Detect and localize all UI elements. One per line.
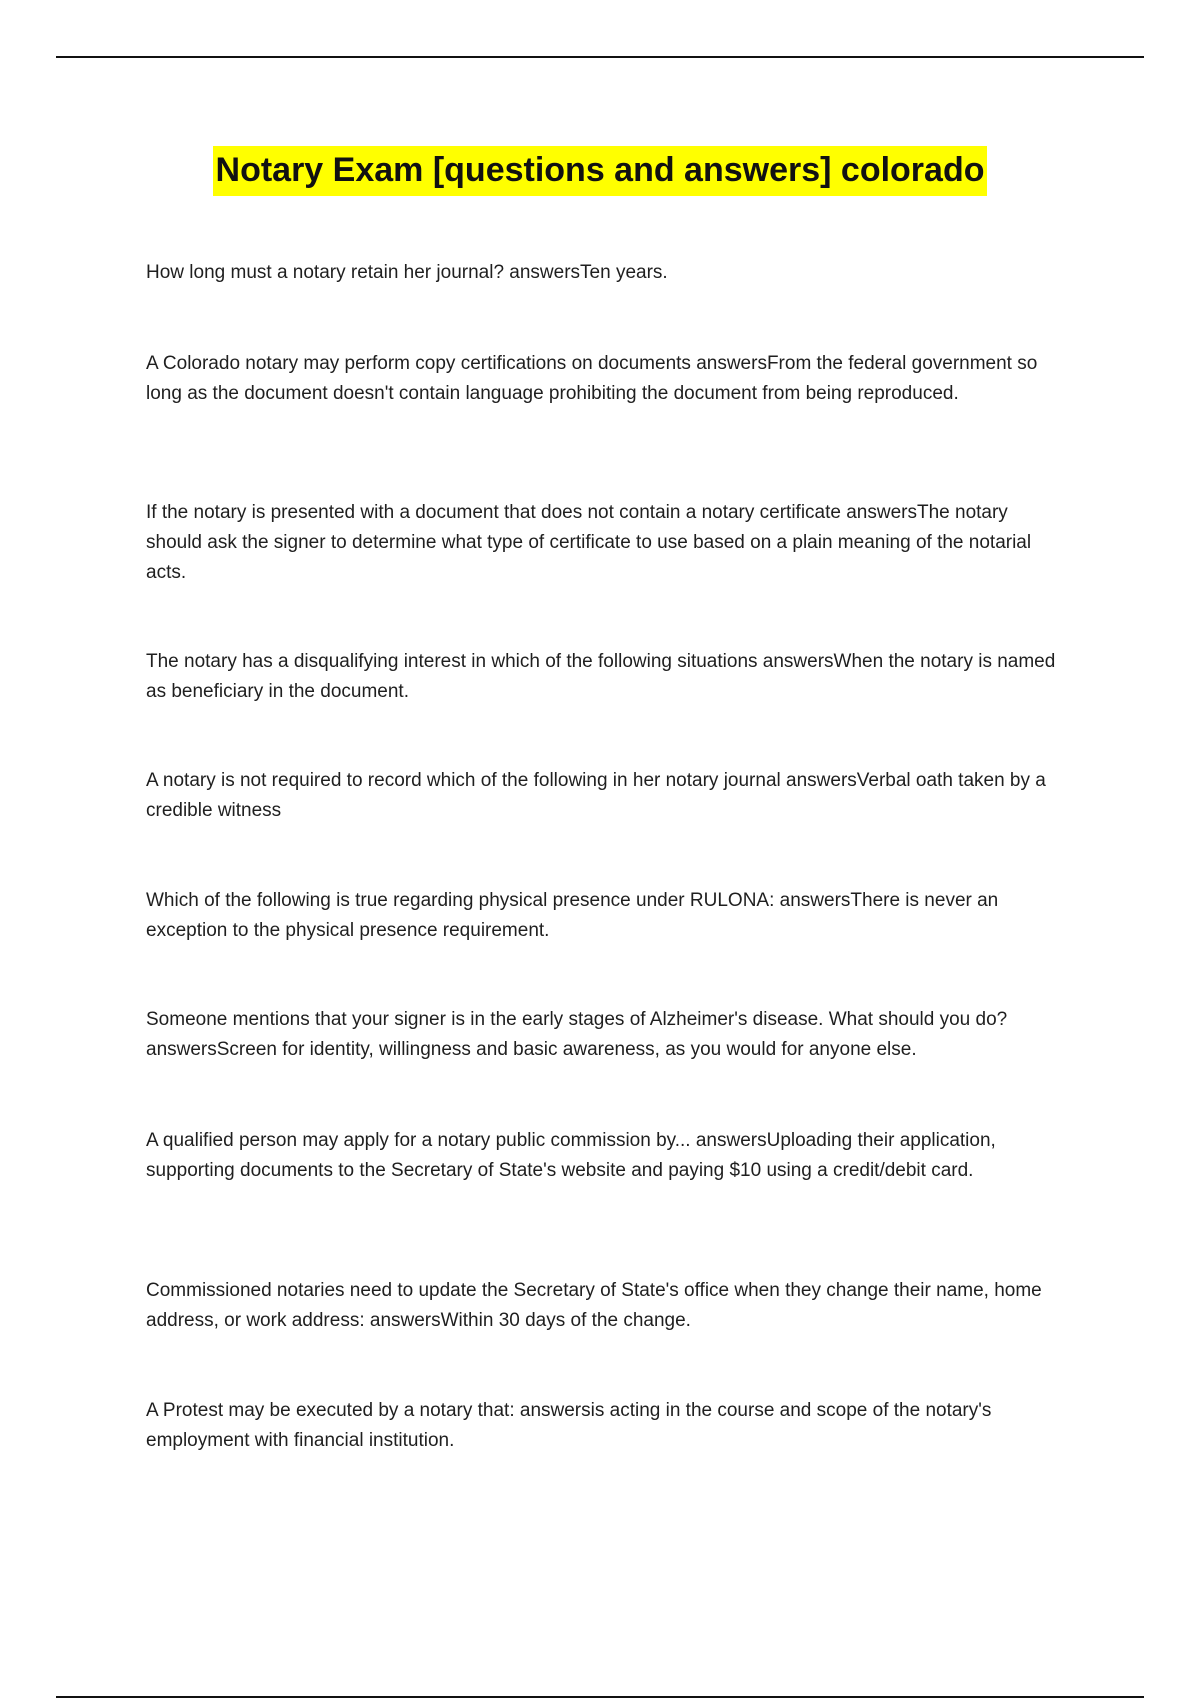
qa-item-1: How long must a notary retain her journal? answersTen years.: [146, 262, 668, 283]
qa-item-7: Someone mentions that your signer is in the early stages of Alzheimer's disease. What should you do? answersScreen for identity, willingness and basic awareness, as you would for anyone else.: [146, 1009, 1008, 1060]
qa-item-2: A Colorado notary may perform copy certifications on documents answersFrom the federal government so long as the document doesn't contain language prohibiting the document from being reproduced.: [146, 353, 1038, 404]
bottom-rule: [56, 1696, 1144, 1698]
document-title: Notary Exam [questions and answers] colorado: [213, 146, 988, 196]
qa-item-4: The notary has a disqualifying interest in which of the following situations answersWhen the notary is named as beneficiary in the document.: [146, 651, 1056, 702]
qa-item-10: A Protest may be executed by a notary that: answersis acting in the course and scope of the notary's employment with financial institution.: [146, 1400, 992, 1451]
title-container: [0, 146, 1200, 196]
qa-item-3: If the notary is presented with a document that does not contain a notary certificate answersThe notary should ask the signer to determine what type of certificate to use based on a plain meaning of the notarial acts.: [146, 502, 1032, 583]
qa-item-9: Commissioned notaries need to update the Secretary of State's office when they change their name, home address, or work address: answersWithin 30 days of the change.: [146, 1280, 1042, 1331]
qa-item-8: A qualified person may apply for a notary public commission by... answersUploading their application, supporting documents to the Secretary of State's website and paying $10 using a credit/debit card.: [146, 1130, 996, 1181]
qa-item-6: Which of the following is true regarding physical presence under RULONA: answersThere is never an exception to the physical presence requirement.: [146, 890, 999, 941]
top-rule: [56, 56, 1144, 58]
qa-item-5: A notary is not required to record which of the following in her notary journal answersVerbal oath taken by a credible witness: [146, 770, 1046, 821]
